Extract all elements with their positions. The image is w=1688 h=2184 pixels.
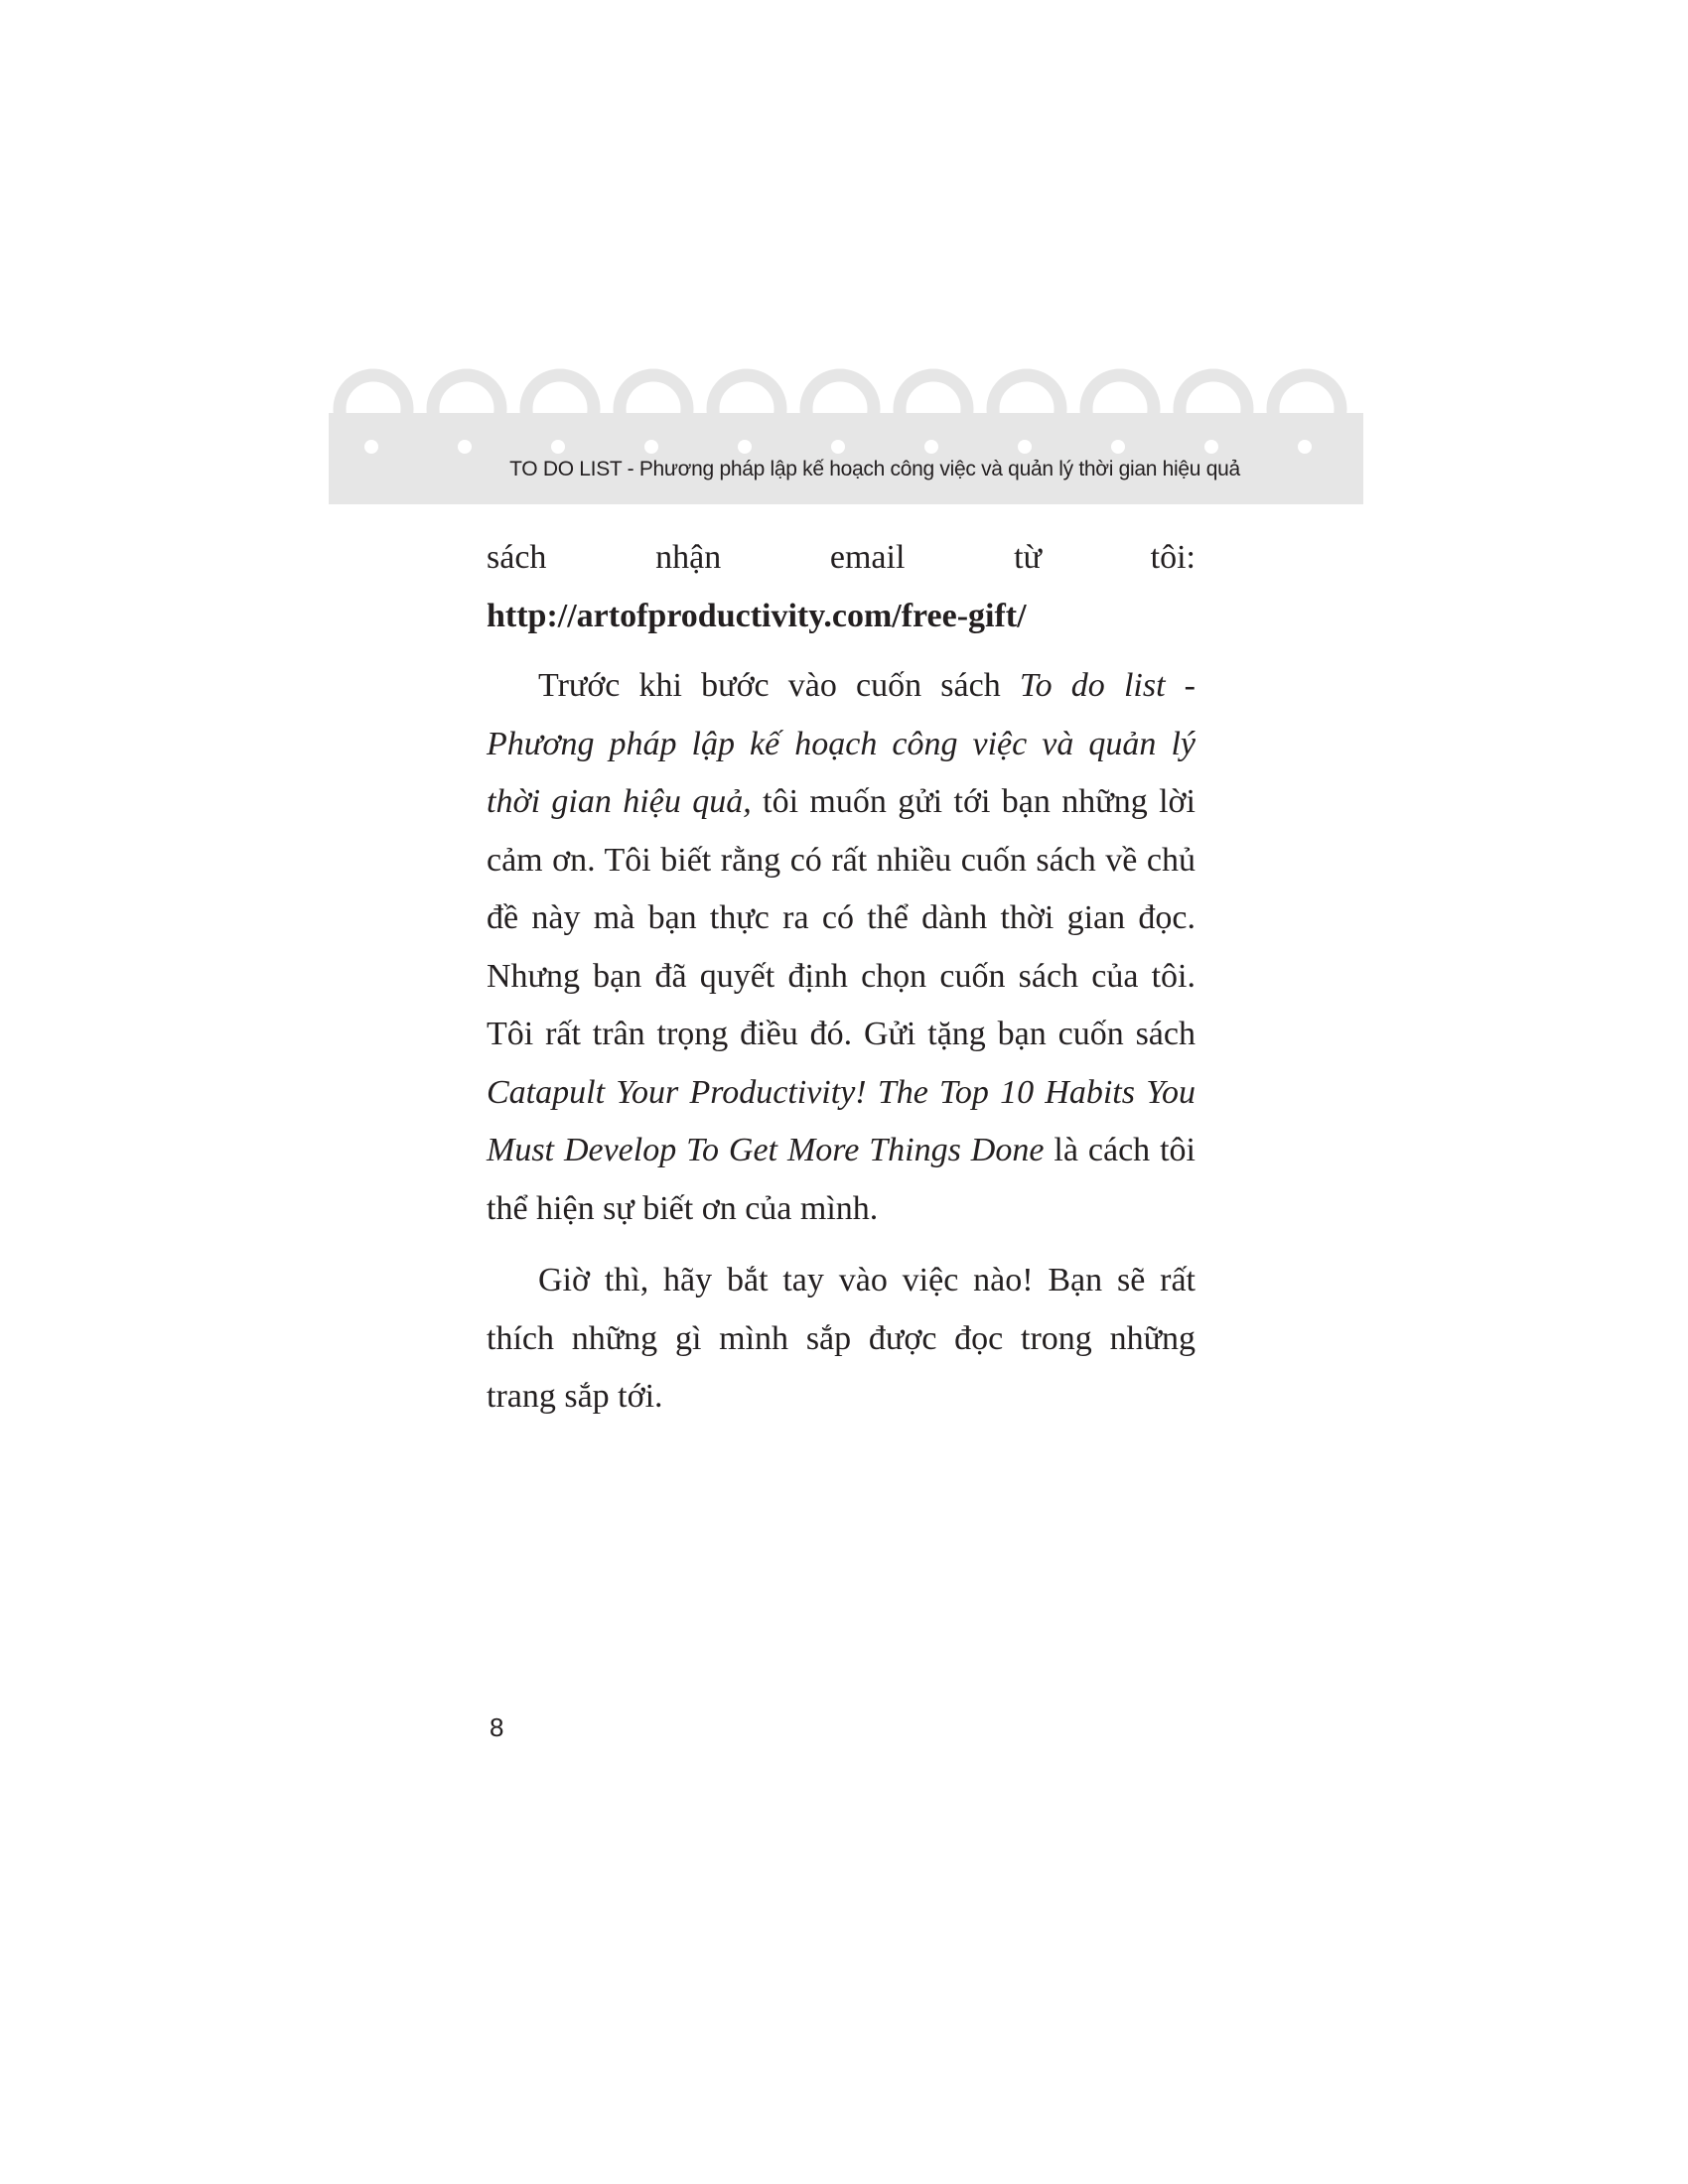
binding-ring [993, 375, 1060, 454]
paragraph-thanks [487, 657, 1196, 1238]
binding-ring [806, 375, 874, 454]
binding-ring [433, 375, 500, 454]
paragraph-text: tôi muốn gửi tới bạn những lời cảm ơn. Tôi biết rằng có rất nhiều cuốn sách về chủ đề này mà bạn thực ra có thể dành thời gian đọc. Nhưng bạn đã quyết định chọn cuốn sách của tôi. Tôi rất trân trọng điều đó. Gửi tặng bạn cuốn sách [487, 783, 1196, 1052]
binding-ring [713, 375, 780, 454]
binding-ring [1180, 375, 1247, 454]
binding-ring [340, 375, 407, 454]
binding-ring [900, 375, 967, 454]
free-gift-link[interactable]: http://artofproductivity.com/free-gift/ [487, 597, 1027, 634]
paragraph-closing: Giờ thì, hãy bắt tay vào việc nào! Bạn sẽ rất thích những gì mình sắp được đọc trong những trang sắp tới. [487, 1262, 1196, 1415]
binding-ring [1273, 375, 1340, 454]
page-body [487, 529, 1196, 1440]
page-number: 8 [490, 1712, 504, 1742]
paragraph-text: sách nhận email từ tôi: [487, 539, 1196, 576]
binding-ring [620, 375, 687, 454]
paragraph-text: Trước khi bước vào cuốn sách [538, 667, 1020, 704]
book-title-italic: To do list - Phương pháp lập kế hoạch công việc và quản lý thời gian hiệu quả, [487, 667, 1196, 820]
gift-book-title-italic: Catapult Your Productivity! The Top 10 Habits You Must Develop To Get More Things Done [487, 1073, 1196, 1168]
binding-ring [1086, 375, 1154, 454]
paragraph-email [487, 529, 1196, 645]
binding-ring [526, 375, 594, 454]
spiral-binding-rings [329, 357, 1363, 467]
paragraph-text: là cách tôi thể hiện sự biết ơn của mình. [487, 1132, 1196, 1227]
running-header-title: TO DO LIST - Phương pháp lập kế hoạch công việc và quản lý thời gian hiệu quả [509, 458, 1240, 480]
